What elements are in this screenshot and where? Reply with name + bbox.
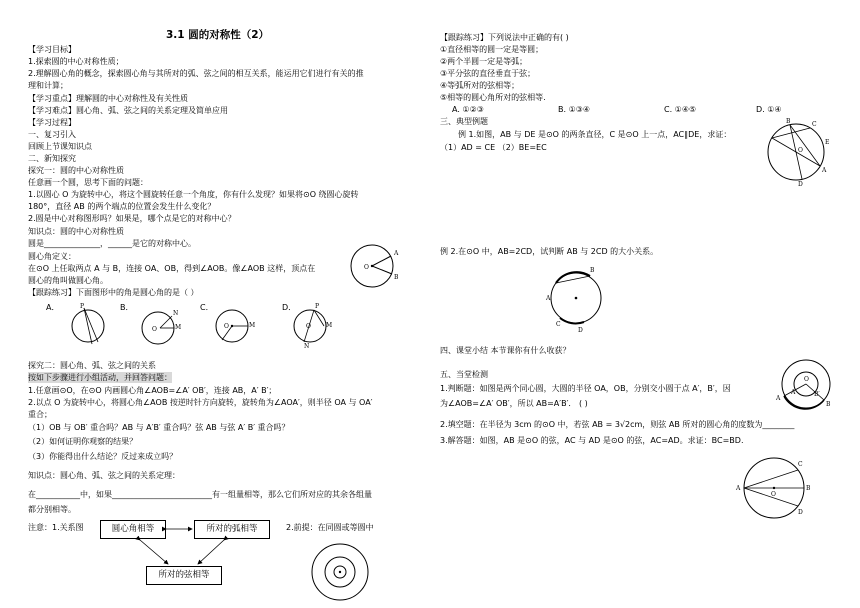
text-line: 在___________中，如果_________________________有一组量相等，那么它们所对应的其余各组量 — [28, 490, 372, 499]
option-label-d: D． — [282, 303, 297, 312]
text-line: 【跟踪练习】下面图形中的角是圆心角的是（ ） — [28, 288, 199, 297]
text-line: 探究一：圆的中心对称性质 — [28, 166, 124, 175]
note-label: 注意：1.关系图 — [28, 523, 84, 532]
label-D: D — [578, 327, 583, 334]
choice-a: A. ①②③ — [452, 105, 484, 114]
text-line: 圆是______________，______是它的对称中心。 — [28, 239, 196, 248]
label-C: C — [798, 461, 803, 468]
text-line: 【学习重点】理解圆的中心对称性及有关性质 — [28, 94, 188, 103]
text-line: 1.探索圆的中心对称性质； — [28, 57, 124, 66]
page-title: 3.1 圆的对称性（2） — [166, 29, 270, 41]
label-M: M — [326, 322, 333, 329]
label-O: O — [771, 491, 776, 498]
test3-figure — [738, 456, 818, 522]
text-line: （2）如何证明你观察的结果？ — [28, 437, 138, 446]
label-P: P — [315, 303, 320, 310]
label-B: B — [590, 267, 595, 274]
text-line: 知识点：圆心角、弧、弦之间的关系定理： — [28, 471, 180, 480]
option-label-b: B． — [120, 303, 134, 312]
label-A: A — [394, 250, 399, 257]
text-line: 3.解答题：如图，AB 是⊙O 的弦，AC 与 AD 是⊙O 的弦，AC=AD。求证：BC=BD. — [440, 436, 744, 445]
choice-d: D. ①④ — [756, 105, 782, 114]
label-O: O — [804, 376, 809, 383]
label-B: B — [826, 401, 831, 408]
test1-figure — [778, 360, 838, 412]
premise-text: 2.前提：在同圆或等圆中 — [286, 523, 374, 532]
label-M: M — [249, 322, 256, 329]
label-N: N — [304, 343, 310, 350]
text-line: 探究二：圆心角、弧、弦之间的关系 — [28, 361, 156, 370]
text-line: ②两个半圆一定是等弧； — [440, 57, 528, 66]
label-N: N — [173, 310, 179, 317]
label-M: M — [175, 324, 182, 331]
text-line: 一、复习引入 — [28, 130, 76, 139]
label-B: B — [806, 485, 811, 492]
text-line-highlight: 按如下步骤进行小组活动，并回答问题： — [28, 373, 172, 382]
text-line: 都分别相等。 — [28, 505, 76, 514]
figure-central-angle — [350, 244, 410, 294]
text-line: 180°，直径 AB 的两个端点的位置会发生什么变化？ — [28, 202, 216, 211]
text-line: （1）OB 与 OB′ 重合吗？AB 与 A′B′ 重合吗？弦 AB 与弦 A′ B′ 重合吗？ — [28, 423, 290, 432]
text-line: 2.圆是中心对称图形吗？如果是，哪个点是它的对称中心？ — [28, 214, 236, 223]
box-arc-equal: 所对的弧相等 — [194, 520, 270, 539]
text-line: 重合； — [28, 410, 52, 419]
relation-arrows — [28, 0, 328, 608]
label-C: C — [556, 321, 561, 328]
text-line: 为∠AOB=∠A′ OB′，所以 AB=A′B′． ( ) — [440, 399, 588, 408]
label-O: O — [798, 147, 803, 154]
text-line: 在⊙O 上任取两点 A 与 B，连接 OA、OB，得到∠AOB。像∠AOB 这样，顶点在 — [28, 264, 316, 273]
text-line: 例 1.如图，AB 与 DE 是⊙O 的两条直径，C 是⊙O 上一点，AC∥DE，求证： — [458, 130, 732, 139]
label-O: O — [152, 326, 157, 333]
text-line: ⑤相等的圆心角所对的弦相等. — [440, 93, 546, 102]
label-E: E — [825, 139, 830, 146]
text-line: 2.以点 O 为旋转中心，将圆心角∠AOB 按逆时针方向旋转，旋转角为∠AOA′，则半径 OA 与 OA′ — [28, 398, 373, 407]
option-label-c: C． — [200, 303, 214, 312]
text-line: 1.以圆心 O 为旋转中心，将这个圆旋转任意一个角度，你有什么发现？如果将⊙O 绕圆心旋转 — [28, 190, 359, 199]
text-line: 【学习过程】 — [28, 118, 76, 127]
example2-figure — [548, 266, 608, 332]
text-line: 回顾上节课知识点 — [28, 142, 92, 151]
text-line: 知识点：圆的中心对称性质 — [28, 227, 124, 236]
text-line: 1.判断题：如图是两个同心圆，大圆的半径 OA，OB，分别交小圆于点 A′，B′，因 — [440, 384, 731, 393]
label-A: A — [822, 167, 827, 174]
text-line: 任意画一个圆，思考下面的问题： — [28, 178, 148, 187]
label-C: C — [812, 121, 817, 128]
text-line: 1.任意画⊙O，在⊙O 内画圆心角∠AOB=∠A′ OB′，连接 AB，A′ B′； — [28, 386, 277, 395]
text-line: 2.填空题：在半径为 3cm 的⊙O 中，若弦 AB = 3√2cm，则弦 AB 所对的圆心角的度数为________ — [440, 420, 795, 429]
text-line: 二、新知探究 — [28, 154, 76, 163]
label-B: B — [786, 118, 791, 125]
text-line: （1）AD = CE （2）BE=EC — [440, 143, 547, 152]
label-A: A — [776, 395, 781, 402]
label-A: A — [546, 295, 551, 302]
label-O: O — [224, 323, 229, 330]
label-P: P — [80, 303, 85, 310]
text-line: 圆心角定义： — [28, 252, 76, 261]
example1-figure — [762, 118, 832, 188]
option-label-a: A． — [46, 303, 60, 312]
text-line: ①直径相等的圆一定是等圆； — [440, 45, 544, 54]
label-O: O — [306, 323, 311, 330]
example2-text: 例 2.在⊙O 中，AB=2CD，试判断 AB 与 2CD 的大小关系。 — [440, 247, 659, 256]
text-line: 四、课堂小结 本节课你有什么收获？ — [440, 346, 571, 355]
label-D: D — [798, 509, 803, 516]
text-line: 理和计算； — [28, 81, 68, 90]
label-A: A — [736, 485, 741, 492]
box-angle-equal: 圆心角相等 — [100, 520, 166, 539]
label-B: B — [394, 274, 399, 281]
text-line: 三、典型例题 — [440, 117, 488, 126]
text-line: 【学习难点】圆心角、弧、弦之间的关系定理及简单应用 — [28, 106, 228, 115]
text-line: 【学习目标】 — [28, 45, 76, 54]
text-line: （3）你能得出什么结论？反过来成立吗？ — [28, 452, 178, 461]
text-line: ③平分弦的直径垂直于弦； — [440, 69, 536, 78]
choice-b: B. ①③④ — [558, 105, 591, 114]
text-line: ④等弧所对的弦相等； — [440, 81, 520, 90]
text-line: 2.理解圆心角的概念，探索圆心角与其所对的弧、弦之间的相互关系，能运用它们进行有关的推 — [28, 69, 364, 78]
concentric-circles-figure — [310, 542, 370, 602]
label-D: D — [798, 181, 803, 188]
text-line: 五、当堂检测 — [440, 370, 488, 379]
label-O: O — [364, 264, 369, 271]
choice-c: C. ①④⑤ — [664, 105, 697, 114]
label-B-prime: B′ — [814, 391, 820, 398]
text-line: 圆心的角叫做圆心角。 — [28, 276, 108, 285]
label-A-prime: A′ — [791, 389, 797, 396]
box-chord-equal: 所对的弦相等 — [146, 566, 222, 585]
text-line: 【跟踪练习】下列说法中正确的有( ) — [440, 33, 569, 42]
